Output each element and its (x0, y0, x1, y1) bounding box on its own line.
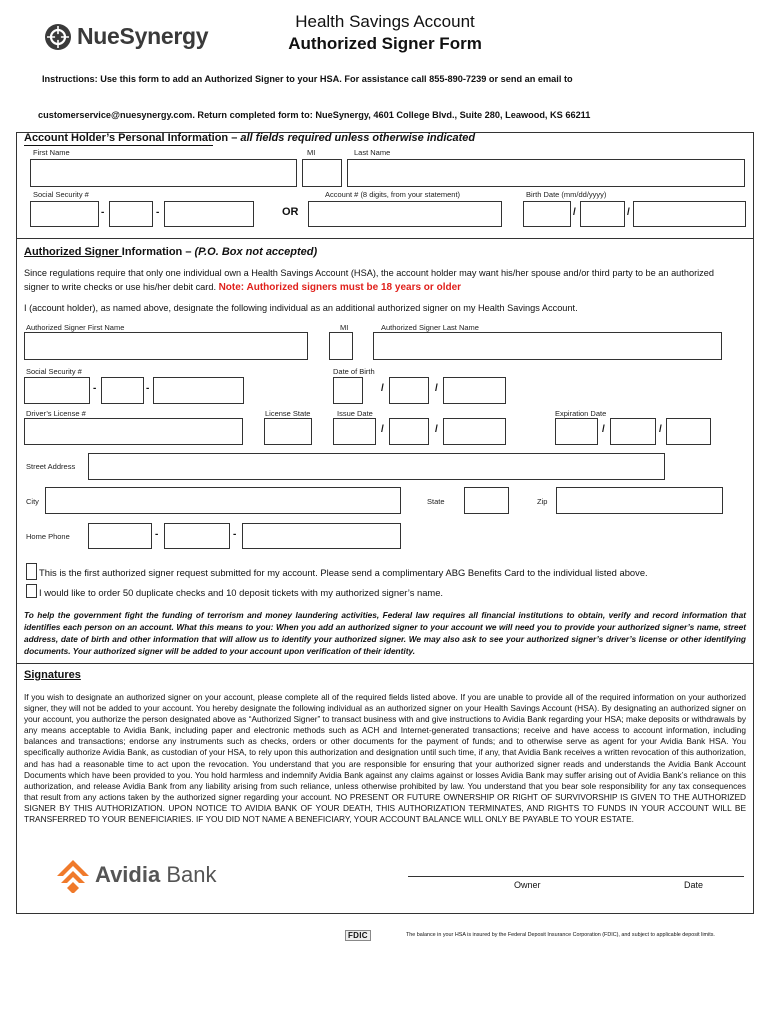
holder-account-label: Account # (8 digits, from your statement) (325, 190, 461, 199)
holder-section-heading: Account Holder’s Personal Information – all fields required unless otherwise indicated (24, 132, 476, 144)
owner-label: Owner (514, 880, 541, 890)
fdic-logo: FDIC (345, 930, 371, 941)
signer-dob-slash-1: / (381, 383, 384, 394)
date-label: Date (684, 880, 704, 890)
signer-issue-month-field[interactable] (333, 418, 376, 445)
holder-birth-day-field[interactable] (580, 201, 625, 227)
phone-field-2[interactable] (164, 523, 230, 549)
avidia-logo (55, 857, 220, 893)
signer-dl-label: Driver’s License # (26, 409, 86, 418)
phone-field-3[interactable] (242, 523, 401, 549)
holder-ssn-field-2[interactable] (109, 201, 153, 227)
signer-ssn-label: Social Security # (26, 367, 82, 376)
signer-exp-day-field[interactable] (610, 418, 656, 445)
signer-para2: I (account holder), as named above, designate the following individual as an additional authorized signer on my Health Savings Account. (24, 303, 578, 313)
avidia-chevron-icon (55, 857, 91, 893)
signer-last-name-field[interactable] (373, 332, 722, 360)
or-text: OR (282, 206, 299, 218)
holder-birth-label: Birth Date (mm/dd/yyyy) (526, 190, 607, 199)
holder-birth-year-field[interactable] (633, 201, 746, 227)
holder-mi-field[interactable] (302, 159, 342, 187)
instructions-line1: Instructions: Use this form to add an Authorized Signer to your HSA. For assistance call 855-890-7239 or send an email to (42, 74, 573, 84)
nuesynergy-logo (44, 22, 224, 52)
holder-heading-underline (24, 145, 213, 146)
signer-exp-slash-1: / (602, 424, 605, 435)
signer-para1-line1: Since regulations require that only one individual own a Health Savings Account (HSA), the account holder may want his/her spouse and/or third party to be an authorized (24, 268, 714, 278)
signer-mi-label: MI (340, 323, 349, 332)
holder-first-name-field[interactable] (30, 159, 297, 187)
signer-ssn-field-1[interactable] (24, 377, 90, 404)
signatures-body: If you wish to designate an authorized signer on your account, please complete all of the required fields listed above. If you are unable to provide all of the required information on your authorized signer, they will not be added to your account. You hereby designate the following individual as an authorized signer on your Health Savings Account (HSA). By designating an authorized signer on your account, you authorize the person designated above as “Authorized Signer” to transact business with and give instructions to Avidia Bank regarding your HSA; make deposits or withdrawals by any means acceptable to Avidia Bank, including paper and electronic methods such as ACH and Internet-generated transactions; receive and have access to account information, including balances and transactions; endorse any instruments such as checks, orders or other documents for the payment of funds; and to otherwise serve as agent for your Avidia Bank HSA. You specifically authorize Avidia Bank, as custodian of your HSA, to rely upon this authorization and designation until such time, if any, that Avidia Bank receives a written revocation of this authorization, and has had a reasonable time to act upon the revocation. You understand that you are responsible for ensuring that your authorized signer reads and understands the Avidia Bank Account Documents which have been provided to you. You hold harmless and indemnify Avidia Bank against any claims against or losses Avidia Bank may suffer arising out of Avidia Bank’s reliance on this authorization, and release Avidia Bank from any liability arising from such reliance, unless otherwise prohibited by law. You understand that you bear sole responsibility for any tax consequences that result from any actions taken by the authorized signer regarding your account. NO PRESENT OR FUTURE OWNERSHIP OR RIGHT OF SURVIVORSHIP IS GIVEN TO THE AUTHORIZED SIGNER BY THIS AUTHORIZATION. UPON NOTICE TO AVIDIA BANK OF YOUR DEATH, THIS AUTHORIZATION TERMINATES, AND RIGHTS TO FUNDS IN YOUR ACCOUNT WILL BE TRANSFERRED TO YOUR BENEFICIARIES. IF YOU DID NOT NAME A BENEFICIARY, YOUR ACCOUNT BALANCE WILL ONLY BE PAYABLE TO YOUR ESTATE. (24, 692, 746, 825)
signer-dob-slash-2: / (435, 383, 438, 394)
signer-exp-slash-2: / (659, 424, 662, 435)
signer-issue-day-field[interactable] (389, 418, 429, 445)
holder-ssn-label: Social Security # (33, 190, 89, 199)
form-title-line1: Health Savings Account (295, 12, 475, 31)
city-field[interactable] (45, 487, 401, 514)
holder-ssn-dash-1: - (101, 207, 105, 218)
signer-section-heading: Authorized Signer Information – (P.O. Box not accepted) (24, 246, 318, 258)
street-label: Street Address (26, 462, 76, 471)
signer-dl-field[interactable] (24, 418, 243, 445)
signer-dob-year-field[interactable] (443, 377, 506, 404)
signer-first-name-field[interactable] (24, 332, 308, 360)
holder-ssn-field-1[interactable] (30, 201, 99, 227)
patriot-act-notice: To help the government fight the funding of terrorism and money laundering activities, Federal law requires all financial institutions to obtain, verify and record information that identifies each person on an account. What this means to you: When you add an authorized signer to your account we will need you to provide your authorized signer’s name, street address, date of birth and other information that will allow us to identify your authorized signer. We may also ask to see your authorized signer’s driver’s license or other identifying documents. Your authorized signer will be added to your account upon verification of their identity. (24, 610, 746, 656)
nuesynergy-logo-text: NueSynergy (77, 23, 209, 49)
signatures-heading: Signatures (24, 669, 81, 681)
holder-ssn-dash-2: - (156, 207, 160, 218)
holder-birth-slash-2: / (627, 207, 630, 218)
checks-text: I would like to order 50 duplicate checks and 10 deposit tickets with my authorized signer’s name. (39, 587, 444, 598)
phone-dash-1: - (155, 529, 159, 540)
phone-field-1[interactable] (88, 523, 152, 549)
signer-first-name-label: Authorized Signer First Name (26, 323, 125, 332)
holder-birth-slash-1: / (573, 207, 576, 218)
signer-ssn-field-2[interactable] (101, 377, 144, 404)
signer-issue-slash-1: / (381, 424, 384, 435)
signer-para1-line2: signer to write checks or use his/her debit card. Note: Authorized signers must be 18 years or older (24, 282, 462, 293)
avidia-name: Avidia (95, 862, 161, 887)
form-title-line2: Authorized Signer Form (288, 34, 482, 53)
zip-label: Zip (537, 497, 548, 506)
benefits-card-checkbox[interactable] (26, 563, 37, 580)
phone-label: Home Phone (26, 532, 70, 541)
bank-name: Bank (160, 862, 217, 887)
zip-field[interactable] (556, 487, 723, 514)
signer-dob-month-field[interactable] (333, 377, 363, 404)
section-divider-2 (16, 663, 754, 664)
fdic-disclaimer: The balance in your HSA is insured by the Federal Deposit Insurance Corporation (FDIC), and subject to applicable deposit limits. (406, 932, 715, 938)
holder-last-name-label: Last Name (354, 148, 391, 157)
checks-checkbox[interactable] (26, 584, 37, 598)
state2-field[interactable] (464, 487, 509, 514)
holder-birth-month-field[interactable] (523, 201, 571, 227)
city-label: City (26, 497, 39, 506)
signer-last-name-label: Authorized Signer Last Name (381, 323, 479, 332)
signer-mi-field[interactable] (329, 332, 353, 360)
phone-dash-2: - (233, 529, 237, 540)
holder-account-field[interactable] (308, 201, 502, 227)
instructions-line2: customerservice@nuesynergy.com. Return completed form to: NueSynergy, 4601 College Blvd., Suite 280, Leawood, KS 66211 (38, 110, 591, 120)
state2-label: State (427, 497, 445, 506)
owner-signature-line[interactable] (408, 876, 744, 877)
section-divider (16, 238, 754, 239)
signer-dob-day-field[interactable] (389, 377, 429, 404)
signer-ssn-dash-2: - (146, 383, 150, 394)
holder-ssn-field-3[interactable] (164, 201, 254, 227)
signer-state-label: License State (265, 409, 311, 418)
holder-first-name-label: First Name (33, 148, 70, 157)
signer-exp-month-field[interactable] (555, 418, 598, 445)
signer-issue-label: Issue Date (337, 409, 373, 418)
benefits-card-text: This is the first authorized signer request submitted for my account. Please send a complimentary ABG Benefits Card to the individual listed above. (39, 567, 648, 578)
signer-exp-label: Expiration Date (555, 409, 607, 418)
street-field[interactable] (88, 453, 665, 480)
signer-exp-year-field[interactable] (666, 418, 711, 445)
signer-ssn-dash-1: - (93, 383, 97, 394)
signer-dob-label: Date of Birth (333, 367, 375, 376)
age-note: Note: Authorized signers must be 18 years or older (218, 282, 462, 293)
signer-issue-slash-2: / (435, 424, 438, 435)
nuesynergy-logo-icon (44, 23, 72, 51)
signer-issue-year-field[interactable] (443, 418, 506, 445)
holder-last-name-field[interactable] (347, 159, 745, 187)
signer-state-field[interactable] (264, 418, 312, 445)
holder-mi-label: MI (307, 148, 316, 157)
signer-ssn-field-3[interactable] (153, 377, 244, 404)
